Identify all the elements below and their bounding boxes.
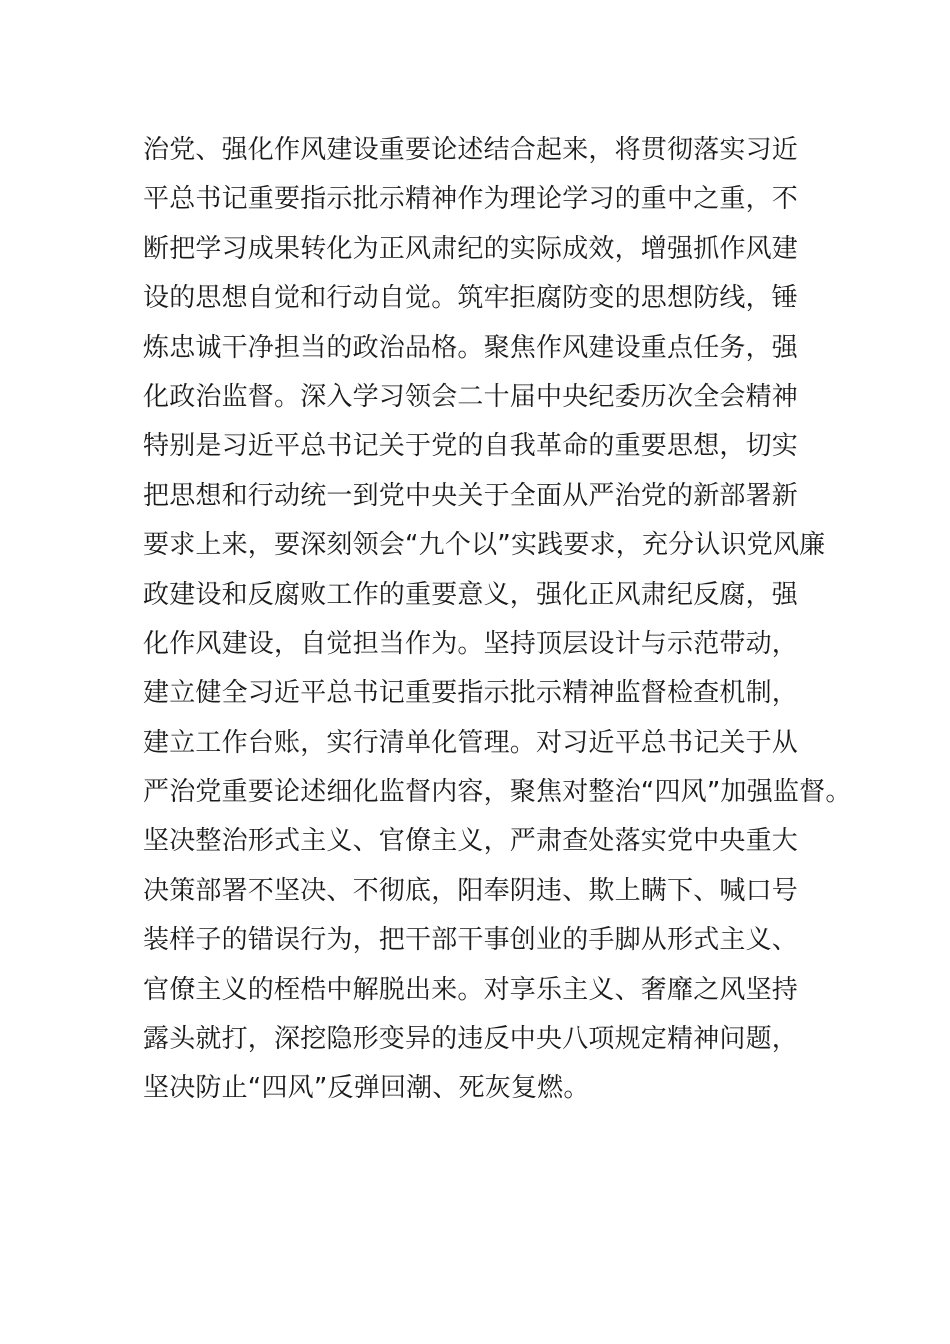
text-line-2: 平总书记重要指示批示精神作为理论学习的重中之重，不 xyxy=(143,184,799,215)
text-line-12: 建立健全习近平总书记重要指示批示精神监督检查机制， xyxy=(143,678,799,709)
body-paragraph xyxy=(143,126,852,1114)
text-line-6: 化政治监督。深入学习领会二十届中央纪委历次全会精神 xyxy=(143,381,799,412)
text-line-15: 坚决整治形式主义、官僚主义，严肃查处落实党中央重大 xyxy=(143,826,799,857)
text-line-16: 决策部署不坚决、不彻底，阳奉阴违、欺上瞒下、喊口号 xyxy=(143,875,799,906)
text-line-14: 严治党重要论述细化监督内容，聚焦对整治“四风”加强监督。 xyxy=(143,777,852,808)
text-line-8: 把思想和行动统一到党中央关于全面从严治党的新部署新 xyxy=(143,480,799,511)
text-line-20: 坚决防止“四风”反弹回潮、死灰复燃。 xyxy=(143,1073,590,1104)
text-line-4: 设的思想自觉和行动自觉。筑牢拒腐防变的思想防线，锤 xyxy=(143,283,799,314)
text-line-17: 装样子的错误行为，把干部干事创业的手脚从形式主义、 xyxy=(143,925,799,956)
text-line-19: 露头就打，深挖隐形变异的违反中央八项规定精神问题， xyxy=(143,1024,799,1055)
text-line-5: 炼忠诚干净担当的政治品格。聚焦作风建设重点任务，强 xyxy=(143,332,799,363)
text-line-10: 政建设和反腐败工作的重要意义，强化正风肃纪反腐，强 xyxy=(143,579,799,610)
text-line-11: 化作风建设，自觉担当作为。坚持顶层设计与示范带动， xyxy=(143,628,799,659)
text-line-9: 要求上来，要深刻领会“九个以”实践要求，充分认识党风廉 xyxy=(143,530,826,561)
text-line-1: 治党、强化作风建设重要论述结合起来，将贯彻落实习近 xyxy=(143,135,799,165)
text-line-3: 断把学习成果转化为正风肃纪的实际成效，增强抓作风建 xyxy=(143,233,799,264)
text-line-7: 特别是习近平总书记关于党的自我革命的重要思想，切实 xyxy=(143,431,799,462)
text-line-18: 官僚主义的桎梏中解脱出来。对享乐主义、奢靡之风坚持 xyxy=(143,974,799,1005)
text-line-13: 建立工作台账，实行清单化管理。对习近平总书记关于从 xyxy=(143,727,799,758)
